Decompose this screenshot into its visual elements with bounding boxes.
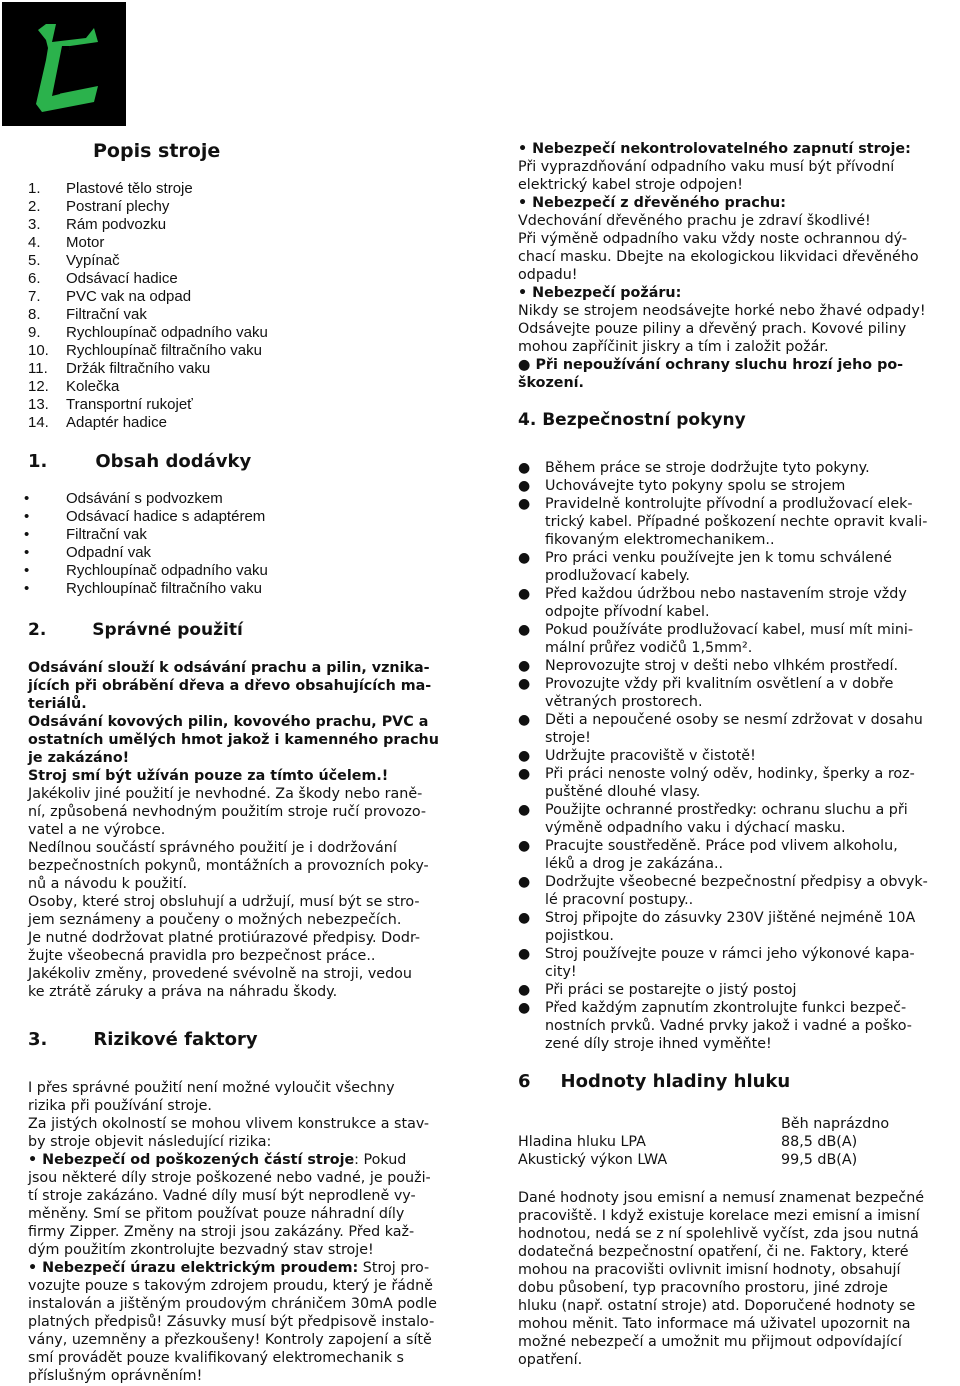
- list-item-number: 13.: [28, 396, 49, 413]
- list-item-text: [545, 873, 946, 909]
- list-item: [0, 216, 268, 234]
- noise-col-header: Běh naprázdno: [781, 1116, 890, 1132]
- text-line: Odsávání kovových pilin, kovového prachu, PVC a: [28, 714, 429, 730]
- text-line: Před každým zapnutím zkontrolujte funkci bezpeč-: [545, 1000, 907, 1016]
- text-line: Osoby, které stroj obsluhují a udržují, musí být se stro-: [28, 894, 420, 910]
- list-item-label: Rychloupínač odpadního vaku: [66, 562, 268, 579]
- list-item-number: 7.: [28, 288, 41, 305]
- list-item-label: Odsávání s podvozkem: [66, 490, 223, 507]
- list-item: [0, 526, 268, 544]
- list-item-text: [545, 477, 946, 495]
- list-item: [0, 414, 268, 432]
- text-line: Provozujte vždy při kvalitním osvětlení a v dobře: [545, 676, 894, 692]
- text-line: Udržujte pracoviště v čistotě!: [545, 748, 756, 764]
- list-item: [518, 657, 946, 675]
- risk-dust-label: • Nebezpečí z dřevěného prachu:: [518, 195, 786, 211]
- text-line: Během práce se stroje dodržujte tyto pokyny.: [545, 460, 870, 476]
- list-item-number: 6.: [28, 270, 41, 287]
- text-line: Použijte ochranné prostředky: ochranu sluchu a při: [545, 802, 908, 818]
- text-line: hodnotou, nedá se z ní spolehlivě vyčíst, zda jsou nutná: [518, 1226, 919, 1242]
- safety-heading: 4. Bezpečnostní pokyny: [518, 410, 746, 430]
- text-line: odpojte přívodní kabel.: [545, 604, 710, 620]
- list-item-text: [545, 765, 946, 801]
- text-line: výměně odpadního vaku i dýchací masku.: [545, 820, 846, 836]
- bullet-icon: ●: [518, 748, 531, 764]
- bullet-icon: ●: [518, 586, 531, 602]
- text-line: Stroj používejte pouze v rámci jeho výkonové kapa-: [545, 946, 915, 962]
- list-item: [518, 981, 946, 999]
- list-item-text: [545, 837, 946, 873]
- list-item-text: [545, 981, 946, 999]
- list-item-label: Vypínač: [66, 252, 120, 269]
- list-item-number: 9.: [28, 324, 41, 341]
- list-item-number: 10.: [28, 342, 49, 359]
- list-item: [518, 459, 946, 477]
- bullet-icon: ●: [518, 460, 531, 476]
- text-line: jem seznámeny a poučeny o možných nebezpečích.: [28, 912, 402, 928]
- list-item-label: Filtrační vak: [66, 526, 147, 543]
- text-line: Při práci se postarejte o jistý postoj: [545, 982, 797, 998]
- noise-heading: 6 Hodnoty hladiny hluku: [518, 1071, 791, 1092]
- zipper-logo: [2, 2, 126, 126]
- text-line: Při práci nenoste volný oděv, hodinky, šperky a roz-: [545, 766, 915, 782]
- text-line: stroje!: [545, 730, 591, 746]
- text-line: prodlužovací kabely.: [545, 568, 690, 584]
- list-item-label: Transportní rukojeť: [66, 396, 193, 413]
- list-item: [518, 711, 946, 747]
- text-line: mohou na pracovišti ovlivnit imisní hodnoty, obsahují: [518, 1262, 901, 1278]
- bullet-icon: ●: [518, 982, 531, 998]
- list-item-text: [545, 909, 946, 945]
- risks-heading: 3. Rizikové faktory: [28, 1029, 258, 1050]
- bullet-icon: ●: [518, 946, 531, 962]
- list-item: [518, 801, 946, 837]
- list-item-text: [545, 747, 946, 765]
- table-row: Hladina hluku LPA 88,5 dB(A): [518, 1134, 858, 1150]
- text-line: trický kabel. Případné poškození nechte opravit kvali-: [545, 514, 928, 530]
- bullet-icon: ●: [518, 910, 531, 926]
- text-line: větraných prostorech.: [545, 694, 703, 710]
- list-item-label: Rychloupínač filtračního vaku: [66, 580, 262, 597]
- text-line: puštěné dlouhé vlasy.: [545, 784, 701, 800]
- list-item: [0, 252, 268, 270]
- list-item-text: [545, 495, 946, 549]
- text-line: jících při obrábění dřeva a dřevo obsahujících ma-: [28, 678, 432, 694]
- text-line: teriálů.: [28, 696, 87, 712]
- text-line: mohou měnit. Tato informace má uživatel upozornit na: [518, 1316, 911, 1332]
- list-item: [518, 675, 946, 711]
- bullet-icon: •: [24, 508, 30, 525]
- list-item-number: 2.: [28, 198, 41, 215]
- bullet-icon: •: [24, 490, 30, 507]
- list-item: [0, 342, 268, 360]
- description-title: Popis stroje: [93, 140, 221, 162]
- list-item-label: Filtrační vak: [66, 306, 147, 323]
- list-item-label: Odsávací hadice: [66, 270, 178, 287]
- text-line: nů a návodu k použití.: [28, 876, 187, 892]
- text-line: Neprovozujte stroj v dešti nebo vlhkém prostředí.: [545, 658, 899, 674]
- list-item: [0, 198, 268, 216]
- list-item-text: [545, 657, 946, 675]
- safety-list: [518, 459, 946, 1053]
- text-line: pojistkou.: [545, 928, 614, 944]
- text-line: Dodržujte všeobecné bezpečnostní předpisy a obvyk-: [545, 874, 928, 890]
- text-line: léků a drog je zakázána..: [545, 856, 724, 872]
- list-item: [518, 585, 946, 621]
- bullet-icon: ●: [518, 550, 531, 566]
- bullet-icon: •: [24, 526, 30, 543]
- parts-list: [0, 180, 268, 432]
- list-item: [518, 999, 946, 1053]
- list-item-label: Motor: [66, 234, 105, 251]
- list-item-label: Odsávací hadice s adaptérem: [66, 508, 266, 525]
- bullet-icon: ●: [518, 622, 531, 638]
- list-item-number: 1.: [28, 180, 41, 197]
- list-item-number: 3.: [28, 216, 41, 233]
- text-line: žujte všeobecná pravidla pro bezpečnost práce..: [28, 948, 376, 964]
- list-item-label: Rychloupínač odpadního vaku: [66, 324, 268, 341]
- text-line: Jakékoliv změny, provedené svévolně na stroji, vedou: [28, 966, 412, 982]
- text-line: city!: [545, 964, 577, 980]
- list-item-text: [545, 675, 946, 711]
- list-item-label: Adaptér hadice: [66, 414, 167, 431]
- text-line: hluku (např. ostatní stroje) atd. Doporučené hodnoty se: [518, 1298, 916, 1314]
- risks-continued: • Nebezpečí nekontrolovatelného zapnutí stroje: Při vyprazdňování odpadního vaku musí být přívodní elektrický kabel stroje odpojen! • Nebezpečí z dřevěného prachu: Vdechování dřevěného prachu je zdraví škodlivé! Při výměně odpadního vaku vždy noste ochrannou dý- chací masku. Dbejte na ekologickou likvidaci dřevěného odpadu! • Nebezpečí požáru: Nikdy se strojem neodsávejte horké nebo žhavé odpady! Odsávejte pouze piliny a dřevěný prach. Kovové piliny mohou zapříčinit jiskry a tím i založit požár. ● Při nepoužívání ochrany sluchu hrozí jeho po- škození.: [518, 140, 946, 392]
- list-item: [0, 306, 268, 324]
- list-item: [0, 580, 268, 598]
- bullet-icon: ●: [518, 874, 531, 890]
- bullet-icon: ●: [518, 676, 531, 692]
- text-line: Dané hodnoty jsou emisní a nemusí znamenat bezpečné: [518, 1190, 925, 1206]
- list-item: [0, 562, 268, 580]
- text-line: Pro práci venku používejte jen k tomu schválené: [545, 550, 892, 566]
- list-item-number: 14.: [28, 414, 49, 431]
- text-line: ní, způsobená nevhodným použitím stroje ručí provozo-: [28, 804, 427, 820]
- text-line: pracoviště. I když existuje korelace mezi emisní a imisní: [518, 1208, 920, 1224]
- list-item-label: Kolečka: [66, 378, 120, 395]
- list-item: [0, 234, 268, 252]
- list-item: [0, 270, 268, 288]
- list-item: [518, 747, 946, 765]
- list-item-number: 12.: [28, 378, 49, 395]
- text-line: Pracujte soustředěně. Práce pod vlivem alkoholu,: [545, 838, 898, 854]
- delivery-list: [0, 490, 268, 598]
- list-item-number: 11.: [28, 360, 48, 377]
- list-item-text: [545, 711, 946, 747]
- list-item-number: 5.: [28, 252, 41, 269]
- text-line: Uchovávejte tyto pokyny spolu se strojem: [545, 478, 846, 494]
- list-item: [518, 477, 946, 495]
- text-line: bezpečnostních pokynů, montážních a provozních poky-: [28, 858, 429, 874]
- text-line: možné nebezpečí a umožnit mu přijmout odpovídající: [518, 1334, 902, 1350]
- table-row: Akustický výkon LWA 99,5 dB(A): [518, 1152, 858, 1168]
- text-line: ke ztrátě záruky a práva na náhradu škody.: [28, 984, 338, 1000]
- usage-text: [28, 659, 452, 1001]
- text-line: je zakázáno!: [28, 750, 130, 766]
- text-line: dodatečná bezpečnostní opatření, či ne. Faktory, které: [518, 1244, 909, 1260]
- text-line: Pokud používáte prodlužovací kabel, musí mít mini-: [545, 622, 914, 638]
- risk-fire-label: • Nebezpečí požáru:: [518, 285, 682, 301]
- text-line: nostních prvků. Vadné prvky jakož i vadné a poško-: [545, 1018, 912, 1034]
- text-line: Děti a nepoučené osoby se nesmí zdržovat v dosahu: [545, 712, 923, 728]
- list-item: [518, 945, 946, 981]
- bullet-icon: ●: [518, 1000, 531, 1016]
- list-item-label: Plastové tělo stroje: [66, 180, 193, 197]
- list-item-text: [545, 999, 946, 1053]
- text-line: Odsávání slouží k odsávání prachu a pilin, vznika-: [28, 660, 430, 676]
- list-item: [518, 621, 946, 657]
- text-line: Pravidelně kontrolujte přívodní a prodlužovací elek-: [545, 496, 913, 512]
- bullet-icon: •: [24, 580, 30, 597]
- list-item: [0, 378, 268, 396]
- risk-electric-label: • Nebezpečí úrazu elektrickým proudem:: [28, 1260, 359, 1276]
- text-line: zené díly stroje ihned vyměňte!: [545, 1036, 772, 1052]
- bullet-icon: ●: [518, 496, 531, 512]
- delivery-heading: 1. Obsah dodávky: [28, 451, 252, 472]
- list-item-label: Postraní plechy: [66, 198, 170, 215]
- list-item-label: Odpadní vak: [66, 544, 152, 561]
- list-item: [0, 396, 268, 414]
- list-item-label: Rychloupínač filtračního vaku: [66, 342, 262, 359]
- text-line: fikovaným elektromechanikem..: [545, 532, 775, 548]
- list-item: [0, 508, 268, 526]
- list-item-text: [545, 801, 946, 837]
- bullet-icon: ●: [518, 658, 531, 674]
- text-line: Nedílnou součástí správného použití je i dodržování: [28, 840, 397, 856]
- list-item: [518, 909, 946, 945]
- list-item: [0, 324, 268, 342]
- text-line: Stroj připojte do zásuvky 230V jištěné nejméně 10A: [545, 910, 916, 926]
- text-line: Je nutné dodržovat platné protiúrazové předpisy. Dodr-: [28, 930, 421, 946]
- list-item: [0, 180, 268, 198]
- bullet-icon: •: [24, 562, 30, 579]
- list-item: [0, 288, 268, 306]
- text-line: lé pracovní postupy..: [545, 892, 694, 908]
- usage-heading: 2. Správné použití: [28, 620, 243, 640]
- text-line: Před každou údržbou nebo nastavením stroje vždy: [545, 586, 907, 602]
- list-item-text: [545, 459, 946, 477]
- list-item: [518, 873, 946, 909]
- text-line: dobu působení, typ pracovního prostoru, jiné zdroje: [518, 1280, 888, 1296]
- noise-table: [518, 1116, 889, 1170]
- list-item-number: 8.: [28, 306, 41, 323]
- risk-hearing-label: ● Při nepoužívání ochrany sluchu hrozí jeho po-: [518, 357, 904, 373]
- text-line: ostatních umělých hmot jakož i kamenného prachu: [28, 732, 439, 748]
- list-item: [0, 490, 268, 508]
- text-line: mální průřez vodičů 1,5mm².: [545, 640, 753, 656]
- risk-start-label: • Nebezpečí nekontrolovatelného zapnutí stroje:: [518, 141, 911, 157]
- list-item-text: [545, 621, 946, 657]
- list-item-label: Držák filtračního vaku: [66, 360, 211, 377]
- list-item: [518, 765, 946, 801]
- bullet-icon: ●: [518, 802, 531, 818]
- list-item: [518, 549, 946, 585]
- bullet-icon: ●: [518, 766, 531, 782]
- noise-text: [518, 1189, 946, 1369]
- bullet-icon: ●: [518, 838, 531, 854]
- bullet-icon: ●: [518, 478, 531, 494]
- risk-parts-label: • Nebezpečí od poškozených částí stroje: [28, 1152, 355, 1168]
- list-item-label: Rám podvozku: [66, 216, 167, 233]
- text-line: Stroj smí být užíván pouze za tímto účelem.!: [28, 768, 389, 784]
- list-item: [0, 360, 268, 378]
- list-item: [0, 544, 268, 562]
- list-item-label: PVC vak na odpad: [66, 288, 192, 305]
- list-item: [518, 837, 946, 873]
- list-item-text: [545, 585, 946, 621]
- bullet-icon: •: [24, 544, 30, 561]
- text-line: vatel a ne výrobce.: [28, 822, 166, 838]
- list-item-text: [545, 945, 946, 981]
- text-line: Jakékoliv jiné použití je nevhodné. Za škody nebo raně-: [28, 786, 423, 802]
- bullet-icon: ●: [518, 712, 531, 728]
- list-item: [518, 495, 946, 549]
- text-line: opatření.: [518, 1352, 583, 1368]
- list-item-text: [545, 549, 946, 585]
- list-item-number: 4.: [28, 234, 41, 251]
- risks-text: I přes správné použití není možné vyloučit všechny rizika při používání stroje. Za jistých okolností se mohou vlivem konstrukce a stav- by stroje objevit následující rizika: • Nebezpečí od poškozených částí stroje: Pokud jsou některé díly stroje poškozené nebo vadné, je použi- tí stroje zakázáno. Vadné díly musí být neprodleně vy- měněny. Smí se přitom používat pouze náhradní díly firmy Zipper. Změny na stroji jsou zakázány. Před kaž- dým použitím zkontrolujte bezvadný stav stroje! • Nebezpečí úrazu elektrickým proudem: Stroj pro- vozujte pouze s takovým zdrojem proudu, který je řádně instalován a jištěným proudovým chráničem 30mA podle platných předpisů! Zásuvky musí být předpisově instalo- vány, uzemněny a přezkoušeny! Kontroly zapojení a sítě smí provádět pouze kvalifikovaný elektromechanik s příslušným oprávněním!: [28, 1080, 437, 1384]
